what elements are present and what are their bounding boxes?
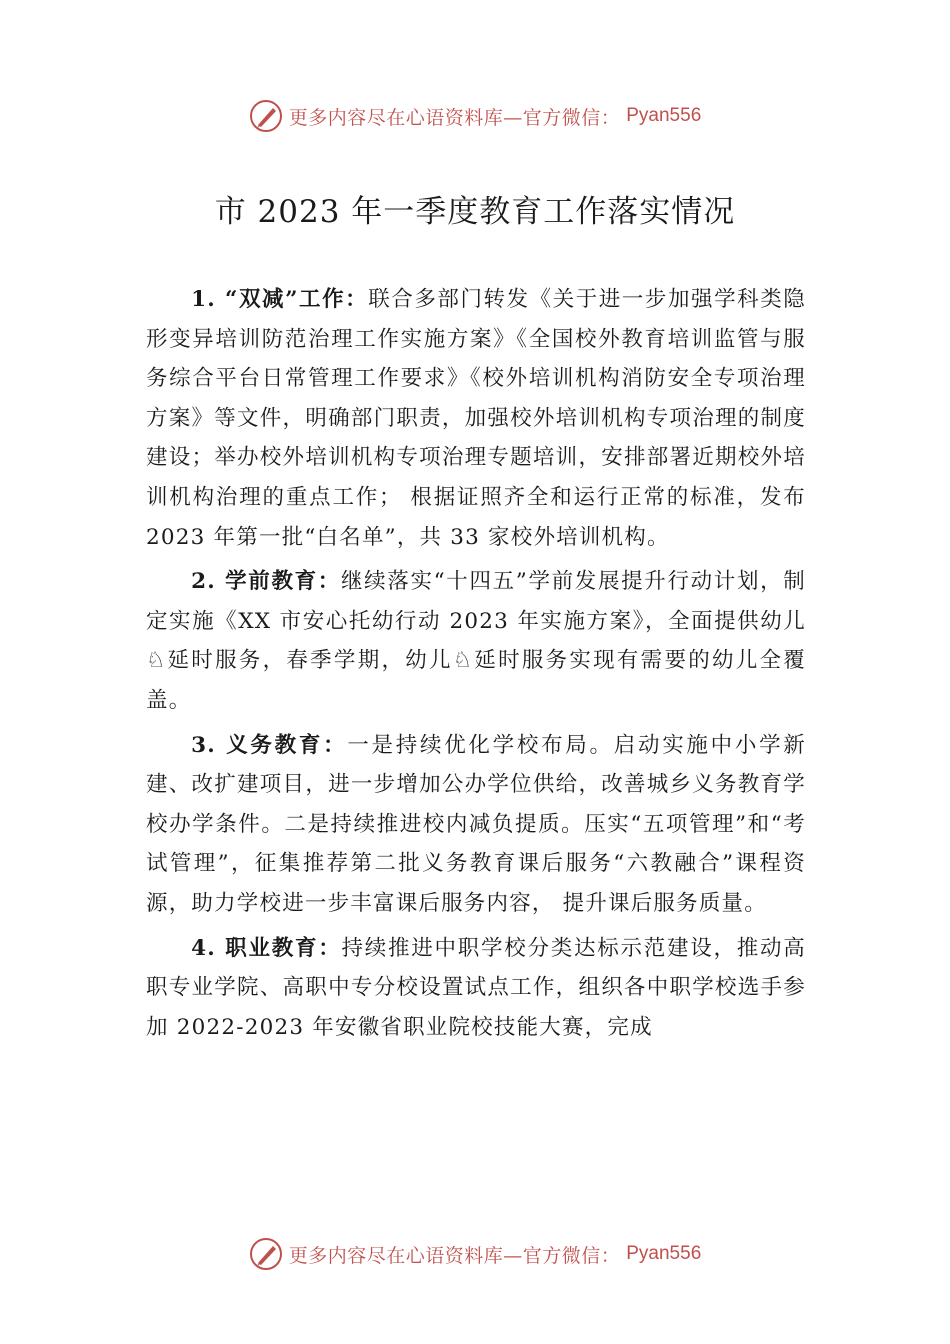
document-title: 市 2023 年一季度教育工作落实情况 [214,194,736,230]
section-vocational [146,929,806,1048]
section-heading: 3. 义务教育： [191,732,348,758]
section-body: 联合多部门转发《关于进一步加强学科类隐形变异培训防范治理工作实施方案》《全国校外教育培训监管与服务综合平台日常管理工作要求》《校外培训机构消防安全专项治理方案》等文件，明确部门职责，加强校外培训机构专项治理的制度建设；举办校外培训机构专项治理专题培训，安排部署近期校外培训机构治理的重点工作； 根据证照齐全和运行正常的标准，发布 2023 年第一批“白名单”，共 33 家校外培训机构。 [146,287,806,550]
section-body: 一是持续优化学校布局。启动实施中小学新建、改扩建项目，进一步增加公办学位供给，改善城乡义务教育学校办学条件。二是持续推进校内减负提质。压实“五项管理”和“考试管理”，征集推荐第二批义务教育课后服务“六教融合”课程资源，助力学校进一步丰富课后服务内容， 提升课后服务质量。 [146,732,807,916]
document-body [146,280,806,1052]
quill-pen-icon [249,99,283,133]
section-compulsory [146,726,806,924]
section-heading: 1. “双减”工作： [191,287,369,312]
section-shuangjian [146,280,806,557]
section-body: 继续落实“十四五”学前发展提升行动计划，制定实施《XX 市安心托幼行动 2023 年实施方案》，全面提供幼儿♘延时服务，春季学期，幼儿♘延时服务实现有需要的幼儿全覆盖。 [146,569,807,713]
watermark-header [0,96,950,136]
section-heading: 4. 职业教育： [191,935,342,961]
section-heading: 2. 学前教育： [191,569,341,595]
watermark-wechat-id: Pyan556 [626,1243,702,1264]
watermark-text: 更多内容尽在心语资料库—官方微信： [288,106,621,129]
watermark-wechat-id: Pyan556 [626,105,702,126]
quill-pen-icon [249,1237,283,1271]
watermark-footer [0,1234,950,1274]
section-body: 持续推进中职学校分类达标示范建设，推动高职专业学院、高职中专分校设置试点工作，组织各中职学校选手参加 2022-2023 年安徽省职业院校技能大赛，完成 [146,935,806,1040]
section-preschool [146,562,806,720]
watermark-text: 更多内容尽在心语资料库—官方微信： [288,1244,621,1267]
